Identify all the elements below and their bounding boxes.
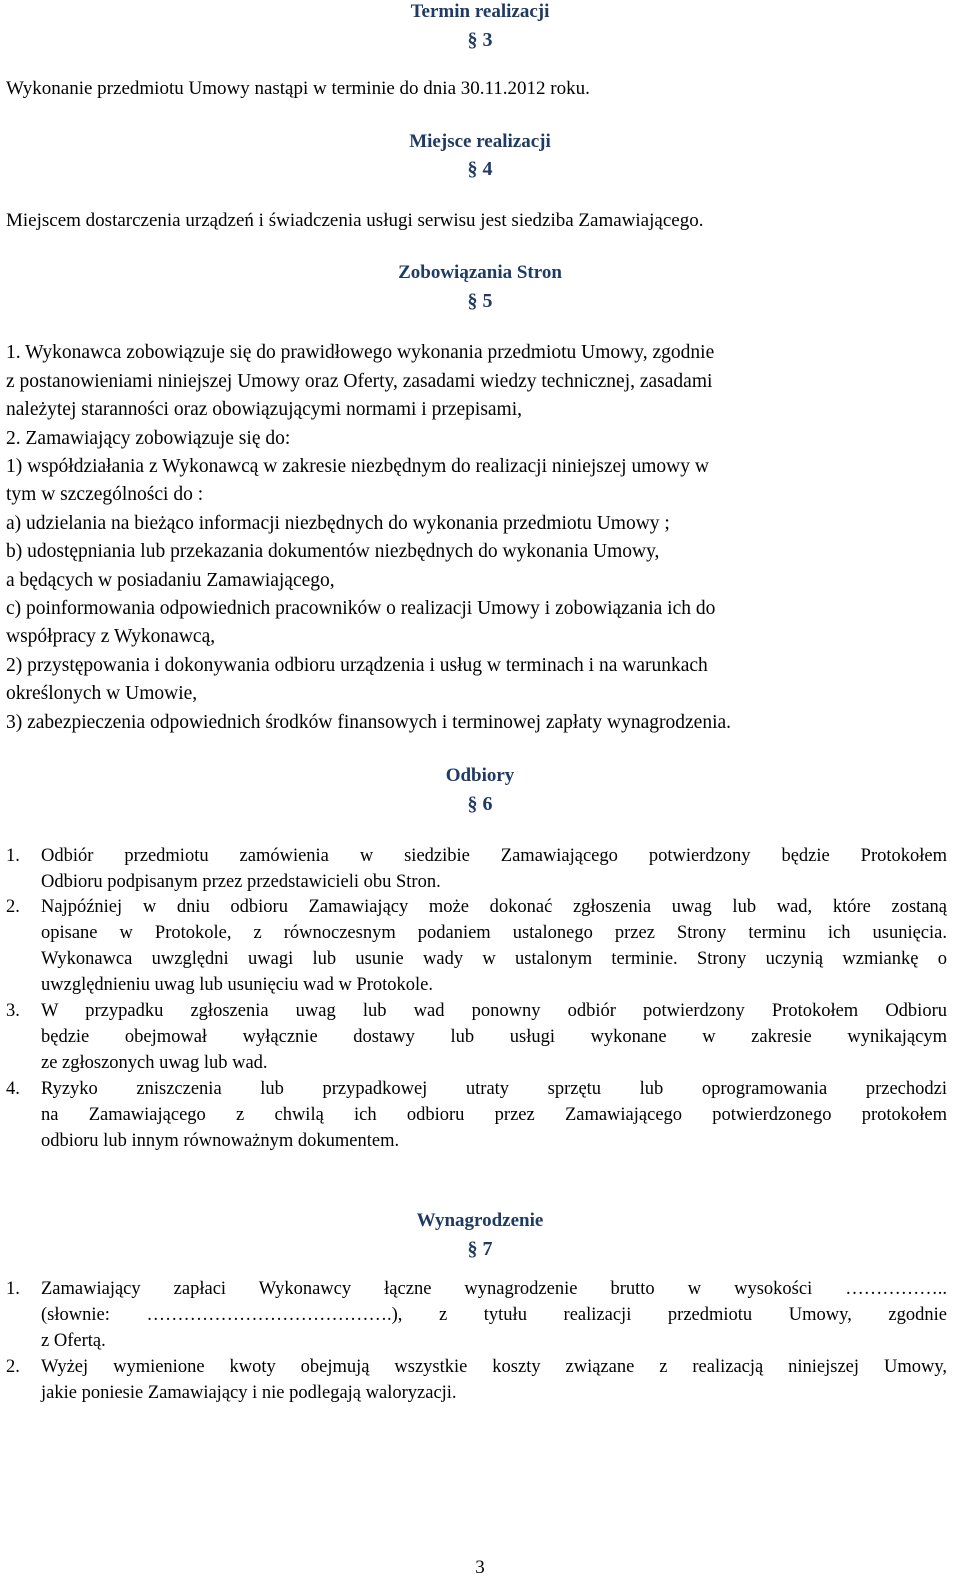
section-6-number: § 6 — [467, 793, 493, 815]
list-item-line: Zamawiający zapłaci Wykonawcy łączne wynagrodzenie brutto w wysokości …………….. — [41, 1279, 947, 1299]
section-4-heading: Miejsce realizacji — [409, 131, 551, 152]
list-number: 2. — [6, 897, 20, 917]
obligation-line: 2. Zamawiający zobowiązuje się do: — [6, 428, 291, 449]
list-number: 3. — [6, 1001, 20, 1021]
section-4-number: § 4 — [467, 158, 493, 180]
section-3-heading: Termin realizacji — [410, 1, 550, 22]
list-number: 4. — [6, 1079, 20, 1099]
section-4-text: Miejscem dostarczenia urządzeń i świadczenia usługi serwisu jest siedziba Zamawiającego. — [6, 210, 704, 231]
section-5-heading: Zobowiązania Stron — [398, 262, 562, 283]
list-item-line: będzie obejmował wyłącznie dostawy lub usługi wykonane w zakresie wynikającym — [41, 1027, 947, 1047]
list-item-line: W przypadku zgłoszenia uwag lub wad ponowny odbiór potwierdzony Protokołem Odbioru — [41, 1001, 947, 1021]
obligation-line: 1. Wykonawca zobowiązuje się do prawidłowego wykonania przedmiotu Umowy, zgodnie — [6, 342, 715, 363]
obligation-line: tym w szczególności do : — [6, 484, 204, 505]
obligation-line: c) poinformowania odpowiednich pracowników o realizacji Umowy i zobowiązania ich do — [6, 598, 716, 619]
section-7-heading: Wynagrodzenie — [416, 1210, 544, 1231]
section-3-text: Wykonanie przedmiotu Umowy nastąpi w terminie do dnia 30.11.2012 roku. — [6, 78, 590, 99]
list-item-line: uwzględnieniu uwag lub usunięciu wad w Protokole. — [41, 975, 434, 995]
obligation-line: a) udzielania na bieżąco informacji niezbędnych do wykonania przedmiotu Umowy ; — [6, 513, 670, 534]
obligation-line: określonych w Umowie, — [6, 683, 198, 704]
list-item-line: ze zgłoszonych uwag lub wad. — [41, 1053, 268, 1073]
list-item-line: Odbiór przedmiotu zamówienia w siedzibie Zamawiającego potwierdzony będzie Protokołem — [41, 846, 947, 866]
section-3-number: § 3 — [467, 29, 493, 51]
list-number: 2. — [6, 1357, 20, 1377]
obligation-line: a będących w posiadaniu Zamawiającego, — [6, 570, 335, 591]
obligation-line: z postanowieniami niniejszej Umowy oraz Oferty, zasadami wiedzy technicznej, zasadami — [6, 371, 713, 392]
obligation-line: b) udostępniania lub przekazania dokumentów niezbędnych do wykonania Umowy, — [6, 541, 660, 562]
list-number: 1. — [6, 846, 20, 866]
list-number: 1. — [6, 1279, 20, 1299]
obligation-line: 1) współdziałania z Wykonawcą w zakresie niezbędnym do realizacji niniejszej umowy w — [6, 456, 709, 477]
obligation-line: współpracy z Wykonawcą, — [6, 626, 216, 647]
obligation-line: należytej staranności oraz obowiązującymi normami i przepisami, — [6, 399, 523, 420]
page-number: 3 — [475, 1557, 485, 1578]
list-item-line: odbioru lub innym równoważnym dokumentem. — [41, 1131, 400, 1151]
list-item-line: jakie poniesie Zamawiający i nie podlegają waloryzacji. — [41, 1383, 457, 1403]
obligation-line: 2) przystępowania i dokonywania odbioru urządzenia i usług w terminach i na warunkach — [6, 655, 708, 676]
section-7-number: § 7 — [467, 1238, 493, 1260]
list-item-line: Wyżej wymienione kwoty obejmują wszystkie koszty związane z realizacją niniejszej Umowy, — [41, 1357, 947, 1377]
obligation-line: 3) zabezpieczenia odpowiednich środków finansowych i terminowej zapłaty wynagrodzenia. — [6, 712, 732, 733]
list-item-line: Ryzyko zniszczenia lub przypadkowej utraty sprzętu lub oprogramowania przechodzi — [41, 1079, 947, 1099]
list-item-line: na Zamawiającego z chwilą ich odbioru przez Zamawiającego potwierdzonego protokołem — [41, 1105, 947, 1125]
list-item-line: Najpóźniej w dniu odbioru Zamawiający może dokonać zgłoszenia uwag lub wad, które zostaną — [41, 897, 947, 917]
list-item-line: opisane w Protokole, z równoczesnym podaniem ustalonego przez Strony terminu ich usunięcia. — [41, 923, 947, 943]
section-5-number: § 5 — [467, 290, 493, 312]
list-item-line: Wykonawca uwzględni uwagi lub usunie wady w ustalonym terminie. Strony uczynią wzmiankę o — [41, 949, 947, 969]
section-6-heading: Odbiory — [445, 765, 515, 786]
list-item-line: z Ofertą. — [41, 1331, 106, 1351]
list-item-line: Odbioru podpisanym przez przedstawicieli obu Stron. — [41, 872, 441, 892]
list-item-line: (słownie: ………………………………….), z tytułu realizacji przedmiotu Umowy, zgodnie — [41, 1305, 947, 1325]
